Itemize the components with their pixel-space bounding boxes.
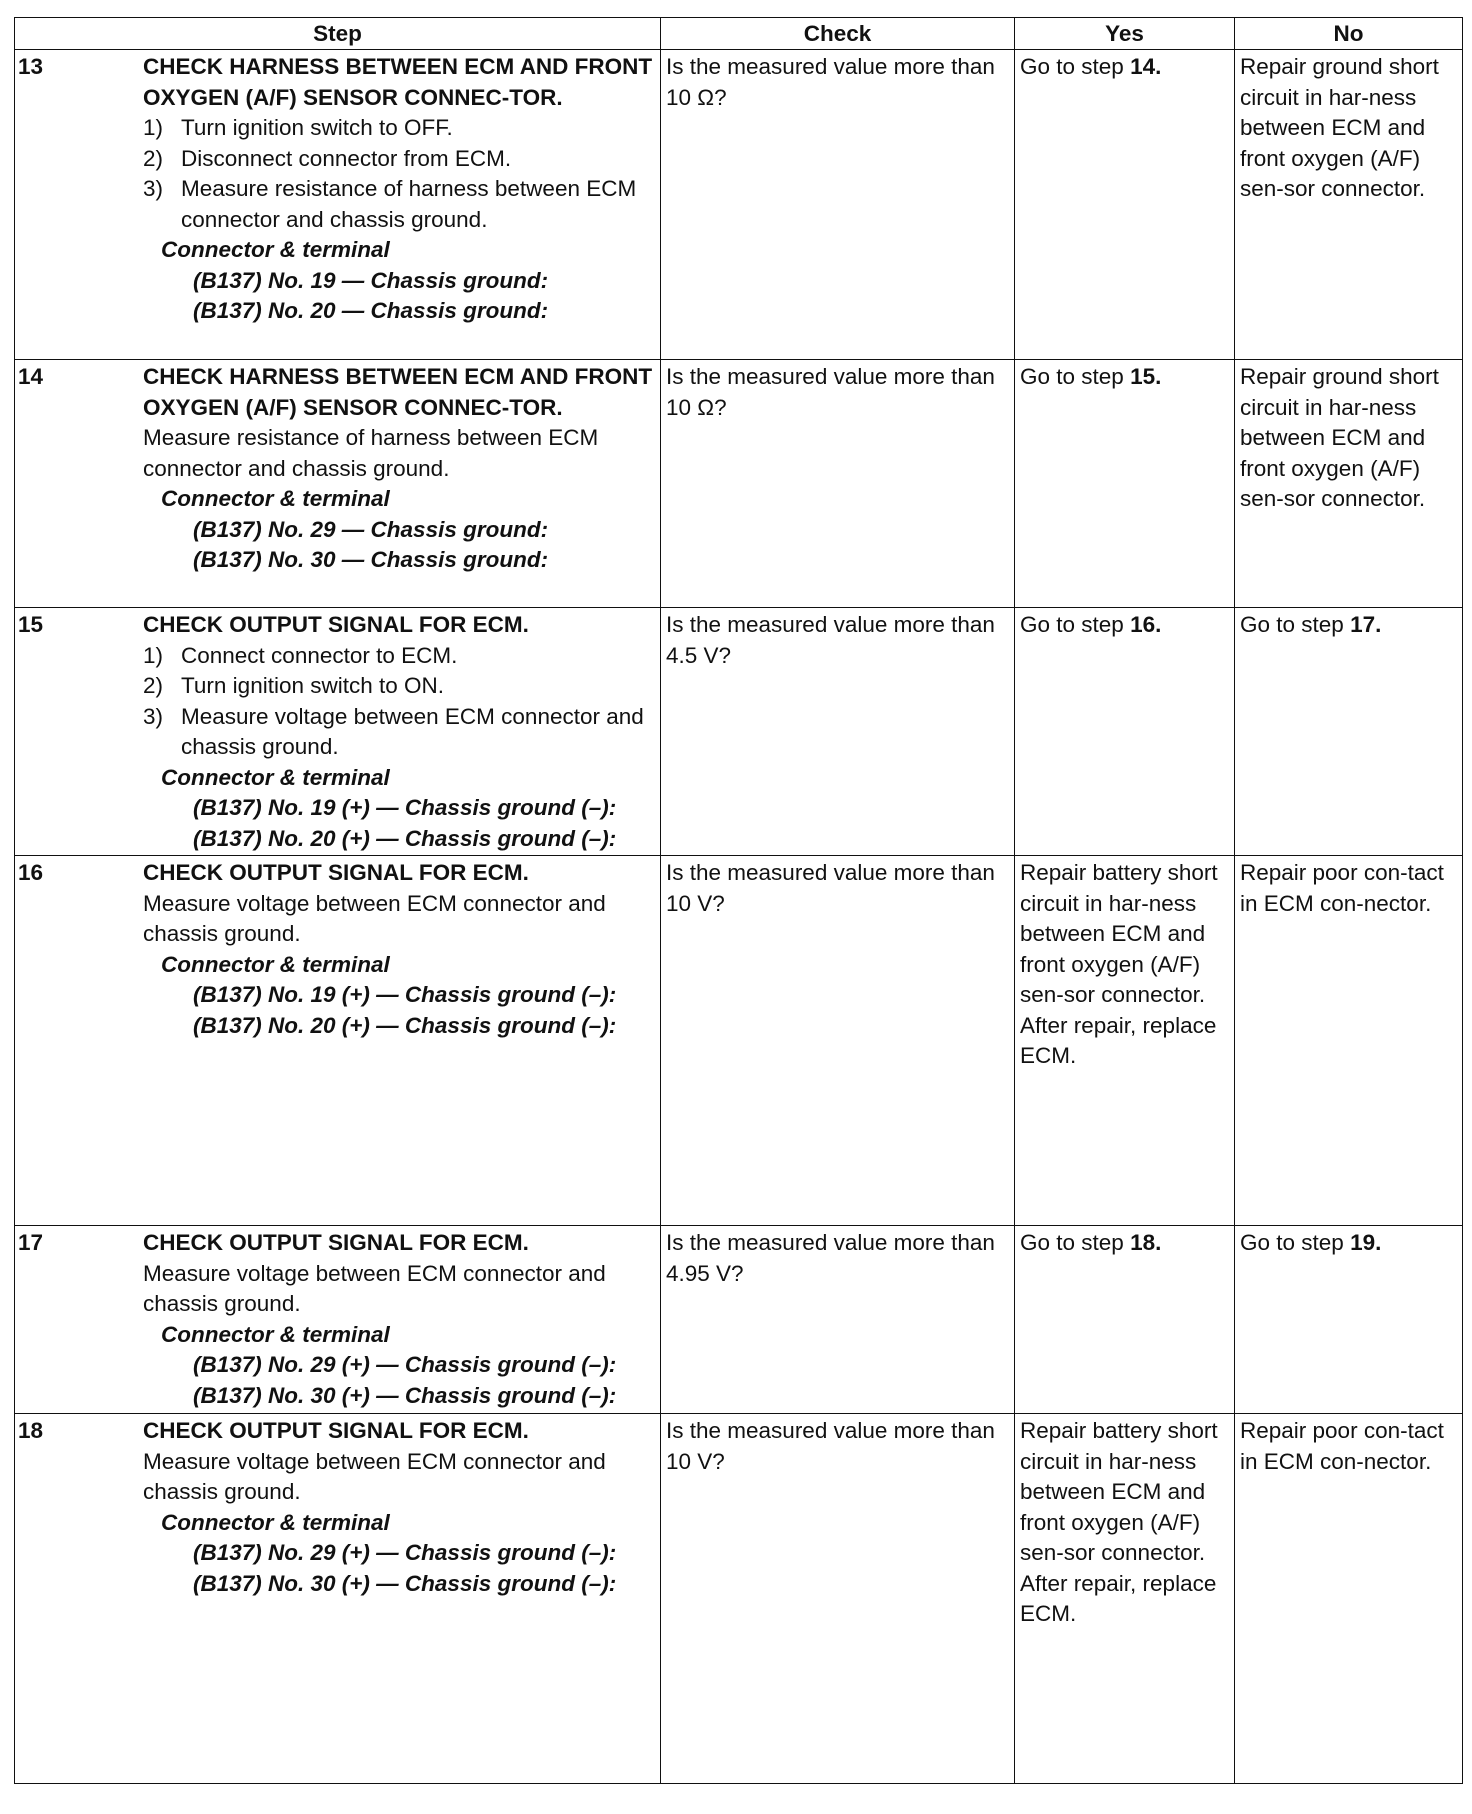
step-number: 14 bbox=[18, 364, 44, 389]
connector-terminal-label: Connector & terminal bbox=[161, 486, 390, 511]
no-text: Repair ground short circuit in har-ness between ECM and front oxygen (A/F) sen-sor connector. bbox=[1240, 364, 1439, 511]
check-cell: Is the measured value more than 10 Ω? bbox=[661, 50, 1015, 360]
procedure-step-number: 1) bbox=[143, 115, 164, 140]
header-no: No bbox=[1235, 18, 1463, 50]
header-check: Check bbox=[661, 18, 1015, 50]
no-step-ref: 19. bbox=[1350, 1230, 1382, 1255]
terminal-spec: (B137) No. 20 (+) — Chassis ground (–): bbox=[193, 825, 617, 851]
terminal-spec: (B137) No. 30 — Chassis ground: bbox=[193, 547, 549, 572]
yes-cell bbox=[1015, 360, 1235, 608]
step-cell bbox=[15, 856, 661, 1226]
procedure-step-text: Disconnect connector from ECM. bbox=[181, 145, 512, 171]
table-row bbox=[15, 1226, 1463, 1414]
terminal-spec: (B137) No. 29 — Chassis ground: bbox=[193, 516, 549, 542]
no-cell bbox=[1235, 1226, 1463, 1414]
no-text: Repair poor con-tact in ECM con-nector. bbox=[1240, 860, 1444, 916]
step-instruction: Measure voltage between ECM connector and chassis ground. bbox=[143, 1448, 606, 1504]
yes-cell bbox=[1015, 608, 1235, 856]
connector-terminal-label: Connector & terminal bbox=[161, 1509, 390, 1535]
step-title: CHECK HARNESS BETWEEN ECM AND FRONT OXYGEN (A/F) SENSOR CONNEC-TOR. bbox=[143, 364, 653, 420]
no-cell bbox=[1235, 608, 1463, 856]
step-title: CHECK OUTPUT SIGNAL FOR ECM. bbox=[143, 612, 529, 637]
procedure-step bbox=[143, 702, 655, 763]
yes-text: Repair battery short circuit in har-ness between ECM and front oxygen (A/F) sen-sor connector. After repair, replace ECM. bbox=[1020, 860, 1218, 1068]
step-number: 18 bbox=[18, 1418, 44, 1443]
step-number: 17 bbox=[18, 1230, 44, 1255]
terminal-spec: (B137) No. 29 (+) — Chassis ground (–): bbox=[193, 1540, 617, 1565]
procedure-step-text: Turn ignition switch to ON. bbox=[181, 673, 445, 698]
yes-step-ref: 15. bbox=[1130, 364, 1162, 389]
check-cell: Is the measured value more than 10 V? bbox=[661, 856, 1015, 1226]
step-title: CHECK OUTPUT SIGNAL FOR ECM. bbox=[143, 860, 529, 885]
yes-text: Repair battery short circuit in har-ness between ECM and front oxygen (A/F) sen-sor connector. After repair, replace ECM. bbox=[1020, 1418, 1218, 1626]
no-cell bbox=[1235, 360, 1463, 608]
step-cell bbox=[15, 1414, 661, 1784]
connector-terminal-label: Connector & terminal bbox=[161, 764, 390, 790]
step-number: 16 bbox=[18, 860, 44, 885]
terminal-spec: (B137) No. 30 (+) — Chassis ground (–): bbox=[193, 1570, 617, 1596]
check-cell: Is the measured value more than 4.95 V? bbox=[661, 1226, 1015, 1414]
terminal-spec: (B137) No. 20 — Chassis ground: bbox=[193, 298, 549, 323]
step-number: 15 bbox=[18, 612, 44, 637]
table-row bbox=[15, 360, 1463, 608]
step-cell bbox=[15, 1226, 661, 1414]
procedure-step-text: Turn ignition switch to OFF. bbox=[181, 115, 453, 140]
table-row bbox=[15, 608, 1463, 856]
procedure-step-number: 2) bbox=[143, 145, 164, 171]
table-row bbox=[15, 1414, 1463, 1784]
no-text: Go to step bbox=[1240, 1230, 1351, 1255]
procedure-step-number: 1) bbox=[143, 642, 164, 668]
yes-step-ref: 16. bbox=[1130, 612, 1162, 637]
yes-text: Go to step bbox=[1020, 54, 1131, 79]
procedure-step-number: 2) bbox=[143, 673, 164, 698]
terminal-spec: (B137) No. 19 (+) — Chassis ground (–): bbox=[193, 795, 617, 820]
procedure-step bbox=[143, 174, 655, 235]
terminal-spec: (B137) No. 19 — Chassis ground: bbox=[193, 267, 549, 293]
header-row bbox=[15, 18, 1463, 50]
diagnostic-table bbox=[14, 17, 1463, 1784]
step-instruction: Measure voltage between ECM connector and chassis ground. bbox=[143, 1260, 606, 1316]
procedure-step-number: 3) bbox=[143, 176, 164, 201]
step-title: CHECK OUTPUT SIGNAL FOR ECM. bbox=[143, 1418, 529, 1443]
check-cell: Is the measured value more than 4.5 V? bbox=[661, 608, 1015, 856]
no-text: Repair poor con-tact in ECM con-nector. bbox=[1240, 1418, 1444, 1474]
header-yes: Yes bbox=[1015, 18, 1235, 50]
no-text: Repair ground short circuit in har-ness between ECM and front oxygen (A/F) sen-sor connector. bbox=[1240, 54, 1439, 201]
yes-text: Go to step bbox=[1020, 612, 1131, 637]
procedure-step bbox=[143, 671, 655, 702]
step-cell bbox=[15, 608, 661, 856]
terminal-spec: (B137) No. 19 (+) — Chassis ground (–): bbox=[193, 982, 617, 1007]
yes-cell bbox=[1015, 856, 1235, 1226]
step-number: 13 bbox=[18, 54, 44, 79]
procedure-step bbox=[143, 641, 655, 672]
procedure-step bbox=[143, 144, 655, 175]
table-row bbox=[15, 856, 1463, 1226]
yes-step-ref: 14. bbox=[1130, 54, 1162, 79]
procedure-step-text: Measure voltage between ECM connector and chassis ground. bbox=[181, 703, 644, 759]
yes-cell bbox=[1015, 1414, 1235, 1784]
terminal-spec: (B137) No. 30 (+) — Chassis ground (–): bbox=[193, 1382, 617, 1408]
procedure-step bbox=[143, 113, 655, 144]
step-instruction: Measure voltage between ECM connector and chassis ground. bbox=[143, 890, 606, 946]
connector-terminal-label: Connector & terminal bbox=[161, 1321, 390, 1347]
check-cell: Is the measured value more than 10 Ω? bbox=[661, 360, 1015, 608]
terminal-spec: (B137) No. 20 (+) — Chassis ground (–): bbox=[193, 1012, 617, 1038]
terminal-spec: (B137) No. 29 (+) — Chassis ground (–): bbox=[193, 1352, 617, 1377]
check-cell: Is the measured value more than 10 V? bbox=[661, 1414, 1015, 1784]
connector-terminal-label: Connector & terminal bbox=[161, 951, 390, 977]
yes-cell bbox=[1015, 1226, 1235, 1414]
step-title: CHECK OUTPUT SIGNAL FOR ECM. bbox=[143, 1230, 529, 1255]
yes-text: Go to step bbox=[1020, 1230, 1131, 1255]
yes-step-ref: 18. bbox=[1130, 1230, 1162, 1255]
header-step: Step bbox=[15, 18, 661, 50]
procedure-step-text: Connect connector to ECM. bbox=[181, 642, 458, 668]
yes-cell bbox=[1015, 50, 1235, 360]
connector-terminal-label: Connector & terminal bbox=[161, 237, 390, 262]
yes-text: Go to step bbox=[1020, 364, 1131, 389]
no-step-ref: 17. bbox=[1350, 612, 1382, 637]
procedure-step-text: Measure resistance of harness between ECM connector and chassis ground. bbox=[181, 176, 637, 232]
no-cell bbox=[1235, 856, 1463, 1226]
table-row bbox=[15, 50, 1463, 360]
step-cell bbox=[15, 360, 661, 608]
no-text: Go to step bbox=[1240, 612, 1351, 637]
step-cell bbox=[15, 50, 661, 360]
no-cell bbox=[1235, 50, 1463, 360]
procedure-step-number: 3) bbox=[143, 703, 164, 729]
step-instruction: Measure resistance of harness between ECM connector and chassis ground. bbox=[143, 425, 599, 481]
no-cell bbox=[1235, 1414, 1463, 1784]
step-title: CHECK HARNESS BETWEEN ECM AND FRONT OXYGEN (A/F) SENSOR CONNEC-TOR. bbox=[143, 54, 653, 110]
